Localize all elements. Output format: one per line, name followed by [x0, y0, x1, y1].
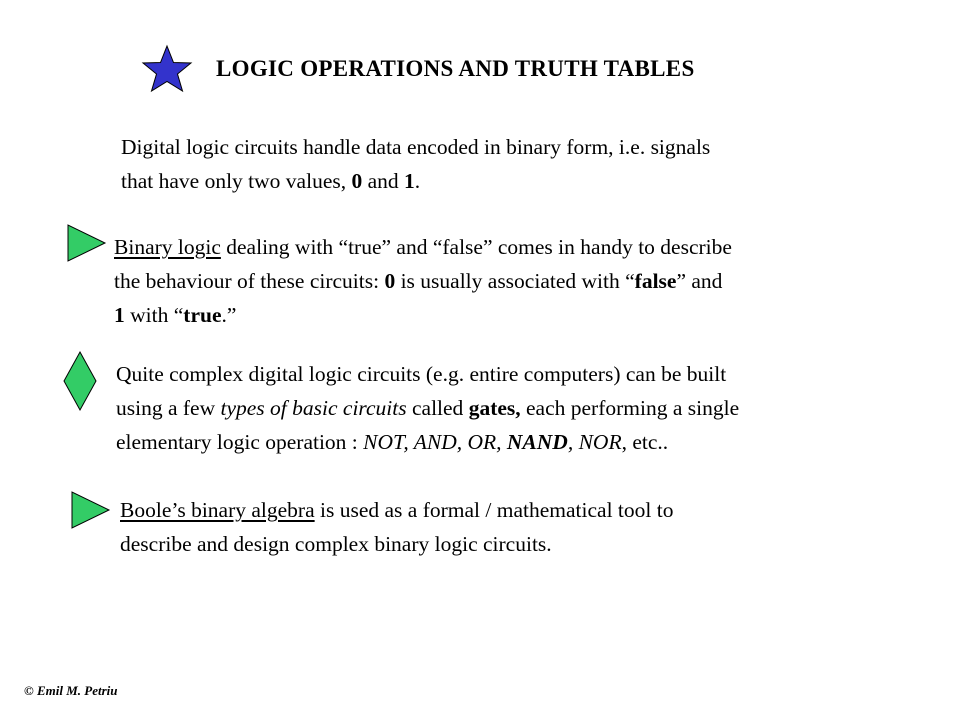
intro-line-2 [121, 164, 710, 198]
gates-line-1: Quite complex digital logic circuits (e.g. entire computers) can be built [116, 362, 727, 386]
text: that have only two values, [121, 169, 352, 193]
text: using a few [116, 396, 221, 420]
text: . [414, 169, 421, 193]
text: ” and [676, 269, 723, 293]
binary-line-2 [114, 264, 732, 298]
value-zero: 0 [351, 169, 363, 193]
value-zero: 0 [384, 269, 396, 293]
text: , etc.. [621, 430, 669, 454]
text: and [362, 169, 405, 193]
page-title: LOGIC OPERATIONS AND TRUTH TABLES [216, 56, 695, 81]
triangle-shape [72, 492, 109, 528]
gates-paragraph [116, 357, 739, 459]
binary-logic-link[interactable]: Binary logic [114, 235, 221, 259]
operations-list: , NOR [567, 430, 622, 454]
binary-logic-paragraph [114, 230, 732, 332]
right-triangle-icon [66, 223, 108, 263]
binary-line-1 [114, 230, 732, 264]
copyright-footer: © Emil M. Petriu [24, 683, 118, 698]
right-triangle-icon [70, 490, 112, 530]
intro-line-1: Digital logic circuits handle data encoded in binary form, i.e. signals [121, 135, 711, 159]
text: is usually associated with “ [395, 269, 635, 293]
text: each performing a single [520, 396, 740, 420]
boole-algebra-link[interactable]: Boole’s binary algebra [120, 498, 315, 522]
text: elementary logic operation : [116, 430, 364, 454]
binary-line-3 [114, 298, 732, 332]
triangle-shape [68, 225, 105, 261]
text: called [406, 396, 469, 420]
star-shape [143, 46, 191, 91]
gates-term: gates, [468, 396, 521, 420]
word-true: true [183, 303, 222, 327]
text: is used as a formal / mathematical tool to [314, 498, 674, 522]
intro-paragraph [121, 130, 710, 198]
basic-circuits-term: types of basic circuits [220, 396, 407, 420]
nand-term: NAND [506, 430, 568, 454]
text: dealing with “true” and “false” comes in handy to describe [220, 235, 732, 259]
operations-list: NOT, AND, OR, [363, 430, 507, 454]
word-false: false [634, 269, 677, 293]
value-one: 1 [114, 303, 125, 327]
text: with “ [124, 303, 184, 327]
gates-line-2 [116, 391, 739, 425]
value-one: 1 [404, 169, 415, 193]
diamond-icon [62, 350, 98, 412]
gates-line-3 [116, 425, 739, 459]
text: the behaviour of these circuits: [114, 269, 385, 293]
boole-paragraph [120, 493, 673, 561]
boole-line-2: describe and design complex binary logic circuits. [120, 532, 552, 556]
text: .” [221, 303, 237, 327]
boole-line-1 [120, 493, 673, 527]
diamond-shape [64, 352, 96, 410]
star-icon [141, 44, 193, 94]
